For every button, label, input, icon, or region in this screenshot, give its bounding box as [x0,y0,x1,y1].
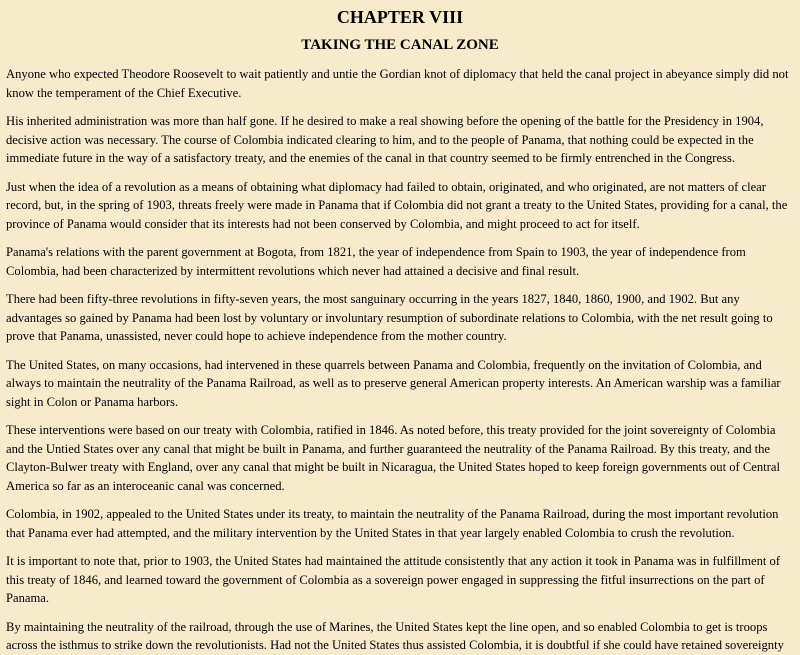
chapter-number-heading: CHAPTER VIII [336,7,464,27]
chapter-title-heading: TAKING THE CANAL ZONE [301,37,499,53]
paragraph: His inherited administration was more than half gone. If he desired to make a real showing before the opening of the battle for the Presidency in 1904, decisive action was necessary. The course of Colombia indicated clearing to him, and to the people of Panama, that nothing could be expected in the immediate future in the way of a satisfactory treaty, and the enemies of the canal in that country seemed to be firmly entrenched in the Congress. [6,114,764,165]
chapter-body [6,65,794,655]
paragraph: Colombia, in 1902, appealed to the United States under its treaty, to maintain the neutrality of the Panama Railroad, during the most important revolution that Panama ever had attempted, and the military intervention by the United States in that year largely enabled Colombia to crush the revolution. [6,507,779,540]
paragraph: It is important to note that, prior to 1903, the United States had maintained the attitude consistently that any action it took in Panama was in fulfillment of this treaty of 1846, and learned toward the government of Colombia as a sovereign power engaged in suppressing the fitful insurrections on the part of Panama. [6,554,781,605]
paragraph: Panama's relations with the parent government at Bogota, from 1821, the year of independence from Spain to 1903, the year of independence from Colombia, had been characterized by intermittent revolutions which never had attained a decisive and final result. [6,245,746,278]
paragraph: Just when the idea of a revolution as a means of obtaining what diplomacy had failed to obtain, originated, and who originated, are not matters of clear record, but, in the spring of 1903, threats freely were made in Panama that if Colombia did not grant a treaty to the United States, providing for a canal, the province of Panama would consider that its interests had not been conserved by Colombia, and might proceed to act for itself. [6,179,788,231]
paragraph: These interventions were based on our treaty with Colombia, ratified in 1846. As noted before, this treaty provided for the joint sovereignty of Colombia and the Untied States over any canal that might be built in Panama, and further guaranteed the neutrality of the Panama Railroad. By this treaty, and the Clayton-Bulwer treaty with England, over any canal that might be built in Nicaragua, the United States hoped to keep foreign governments out of Central America so far as an interoceanic canal was concerned. [6,423,780,493]
document-page [0,7,800,652]
paragraph: The United States, on many occasions, had intervened in these quarrels between Panama and Colombia, frequently on the invitation of Colombia, and always to maintain the neutrality of the Panama Railroad, as well as to preserve general American property interests. An American warship was a familiar sight in Colon or Panama harbors. [6,357,781,409]
paragraph: There had been fifty-three revolutions in fifty-seven years, the most sanguinary occurring in the years 1827, 1840, 1860, 1900, and 1902. But any advantages so gained by Panama had been lost by voluntary or involuntary resumption of subordinate relations to Colombia, with the net result going to prove that Panama, unassisted, never could hope to achieve independence from the mother country. [6,292,773,343]
paragraph: By maintaining the neutrality of the railroad, through the use of Marines, the United States kept the line open, and so enabled Colombia to get is troops across the isthmus to strike down the revolutionists. Had not the United States thus assisted Colombia, it is doubtful if she could have retained sovereignty [6,619,784,652]
paragraph: Anyone who expected Theodore Roosevelt to wait patiently and untie the Gordian knot of diplomacy that held the canal project in abeyance simply did not know the temperament of the Chief Executive. [6,67,789,100]
